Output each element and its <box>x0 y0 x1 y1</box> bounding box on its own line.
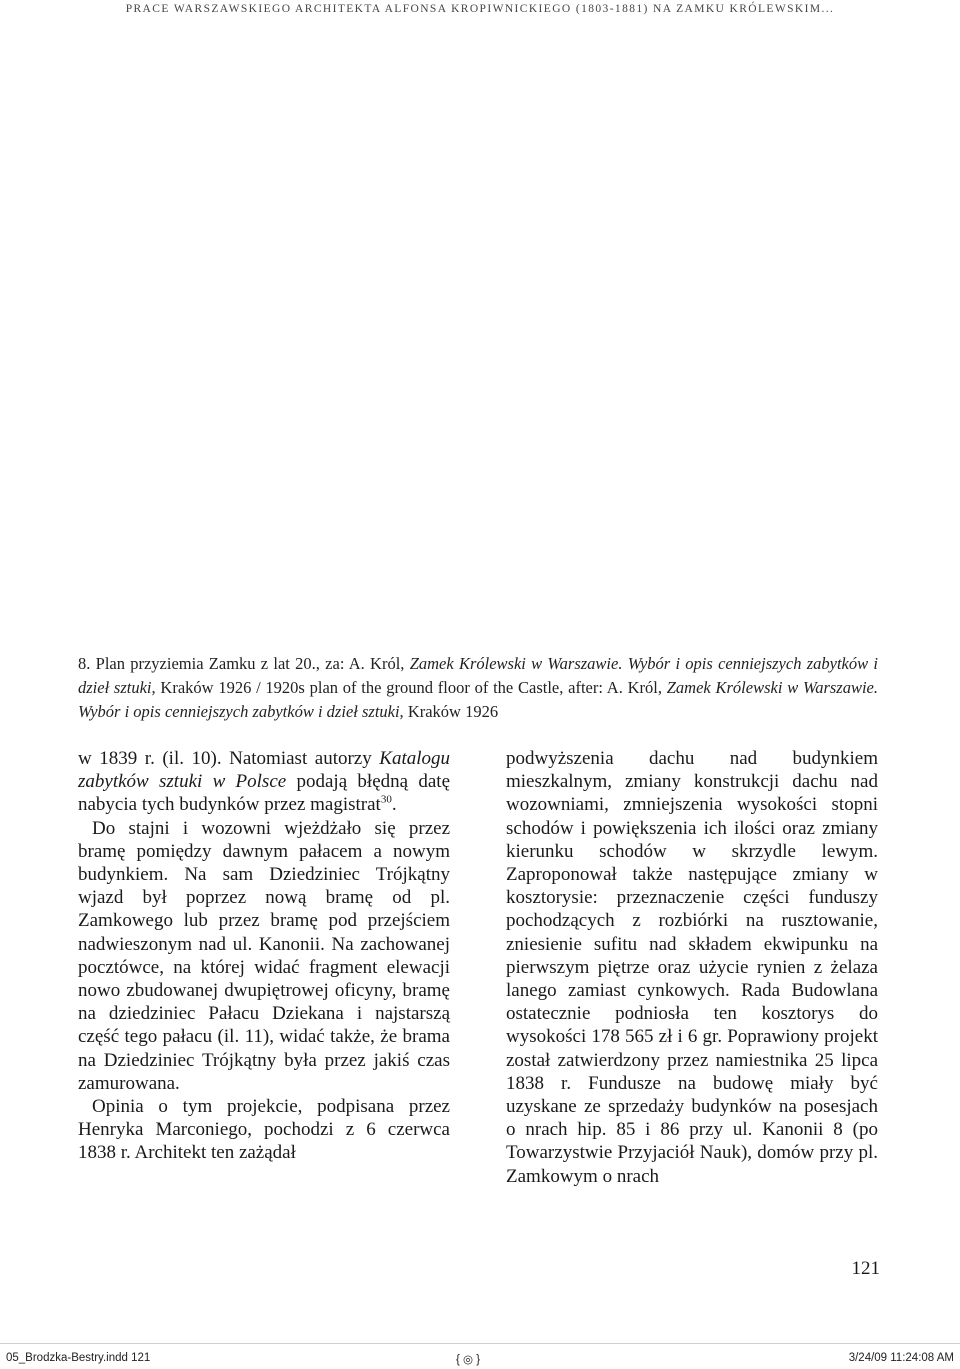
slug-file: 05_Brodzka-Bestry.indd 121 <box>6 1352 151 1364</box>
paragraph-text: podają błędną datę nabycia tych budynków przez magistrat <box>78 771 450 816</box>
catalog-title: Katalogu zabytków sztuki w Polsce <box>78 748 450 793</box>
caption-title-polish: Zamek Królewski w Warszawie. Wybór i opis cenniejszych zabytków i dzieł sztuki, <box>78 654 878 697</box>
paragraph: podwyższenia dachu nad budynkiem mieszkalnym, zmiany konstrukcji dachu nad wozowniami, zmniejszenia wysokości stopni schodów i powiększenia ich ilości oraz zmiany kierunku schodów w skrzydle lewym. Zaproponował także następujące zmiany w kosztorysie: przeznaczenie części funduszy pochodzących z rozbiórki na rusztowanie, zniesienie sufitu nad składem ekwipunku na pierwszym piętrze oraz użycie rynien z żelaza lanego zamiast cynkowych. Rada Budowlana ostatecznie podniosła ten kosztorys do wysokości 178 565 zł i 6 gr. Poprawiony projekt został zatwierdzony przez namiestnika 25 lipca 1838 r. Fundusze na budowę miały być uzyskane ze sprzedaży budynków na posesjach o nrach hip. 85 i 86 przy ul. Kanonii 8 (po Towarzystwie Przyjaciół Nauk), domów przy pl. Zamkowym o nrach <box>506 748 878 1187</box>
footnote-ref: 30 <box>380 794 392 807</box>
paragraph: Do stajni i wozowni wjeżdżało się przez bramę pomiędzy dawnym pałacem a nowym budynkiem. Na sam Dziedziniec Trójkątny wjazd był poprzez nową bramę od pl. Zamkowego lub przez bramę pod przejściem nadwieszonym nad ul. Kanonii. Na zachowanej pocztówce, na której widać fragment elewacji nowo zbudowanej dwupiętrowej oficyny, bramę na dziedziniec Pałacu Dziekana i najstarszą część tego pałacu (il. 11), widać także, że brama na Dziedziniec Trójkątny była przez jakiś czas zamurowana. <box>78 817 450 1094</box>
paragraph-text: . <box>391 794 397 816</box>
print-slug <box>0 1349 960 1369</box>
slug-divider <box>0 1343 960 1344</box>
registration-mark-icon: { ◎ } <box>456 1354 481 1366</box>
caption-title-english-ref: Zamek Królewski w Warszawie. Wybór i opis cenniejszych zabytków i dzieł sztuki, <box>78 678 878 721</box>
paragraph-text: w 1839 r. (il. 10). Natomiast autorzy <box>78 748 380 769</box>
paragraph <box>78 747 450 817</box>
figure-caption <box>78 652 878 724</box>
running-header: PRACE WARSZAWSKIEGO ARCHITEKTA ALFONSA KROPIWNICKIEGO (1803-1881) NA ZAMKU KRÓLEWSKIM... <box>125 3 835 15</box>
body-column-right <box>506 747 878 1188</box>
slug-date: 3/24/09 11:24:08 AM <box>848 1352 954 1364</box>
caption-text-1: 8. Plan przyziemia Zamku z lat 20., za: A. Król, <box>78 654 410 673</box>
body-column-left <box>78 747 450 1165</box>
caption-text-3: Kraków 1926 <box>403 702 499 721</box>
caption-text-2: Kraków 1926 / 1920s plan of the ground floor of the Castle, after: A. Król, <box>155 678 667 697</box>
paragraph: Opinia o tym projekcie, podpisana przez Henryka Marconiego, pochodzi z 6 czerwca 1838 r. Architekt ten zażądał <box>78 1096 450 1164</box>
figure-placeholder <box>78 30 878 640</box>
page-number: 121 <box>851 1258 880 1279</box>
